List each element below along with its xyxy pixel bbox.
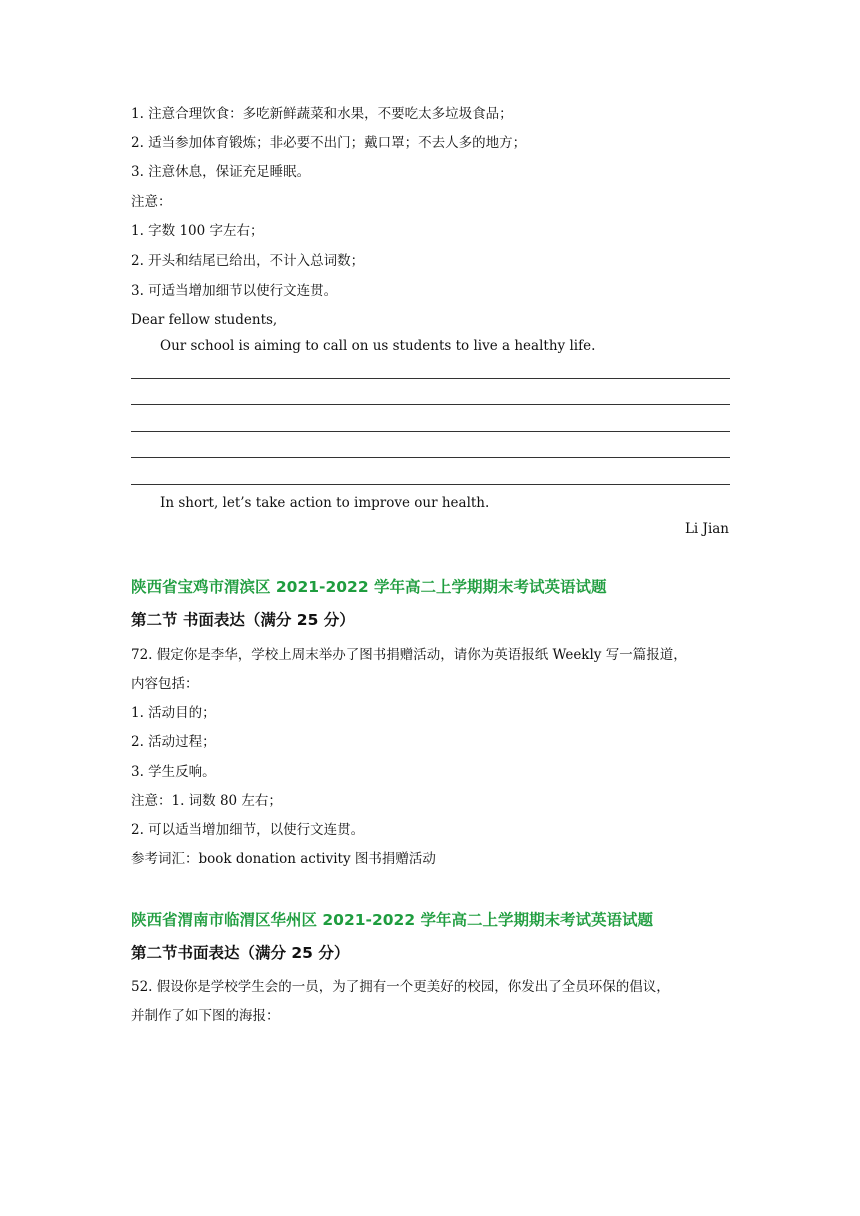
- question-prompt-line-1: 52. 假设你是学校学生会的一员，为了拥有一个更美好的校园，你发出了全员环保的倡议，: [131, 979, 670, 995]
- writing-line-2: [131, 404, 730, 405]
- section-heading: 第二节书面表达（满分 25 分）: [131, 944, 350, 962]
- letter-salutation: Dear fellow students,: [131, 312, 278, 328]
- question-prompt-line-1: 72. 假定你是李华，学校上周末举办了图书捐赠活动，请你为英语报纸 Weekly 写一篇报道，: [131, 647, 687, 663]
- requirement-item-2: 2. 适当参加体育锻炼；非必要不出门；戴口罩；不去人多的地方；: [131, 135, 527, 151]
- content-item-1: 1. 活动目的；: [131, 705, 216, 721]
- writing-line-3: [131, 431, 730, 432]
- question-prompt-line-2: 内容包括：: [131, 676, 199, 692]
- note-item-3: 3. 可适当增加细节以使行文连贯。: [131, 283, 338, 299]
- content-item-3: 3. 学生反响。: [131, 764, 216, 780]
- note-line-2: 2. 可以适当增加细节，以使行文连贯。: [131, 822, 365, 838]
- note-item-2: 2. 开头和结尾已给出，不计入总词数；: [131, 253, 365, 269]
- letter-signature: Li Jian: [684, 521, 729, 537]
- writing-line-1: [131, 378, 730, 379]
- writing-line-4: [131, 457, 730, 458]
- writing-line-5: [131, 484, 730, 485]
- content-item-2: 2. 活动过程；: [131, 734, 216, 750]
- exam-source-title: 陕西省宝鸡市渭滨区 2021-2022 学年高二上学期期末考试英语试题: [131, 578, 607, 596]
- section-heading: 第二节 书面表达（满分 25 分）: [131, 611, 355, 629]
- vocabulary-hint: 参考词汇：book donation activity 图书捐赠活动: [131, 851, 436, 867]
- letter-opening: Our school is aiming to call on us students to live a healthy life.: [160, 338, 596, 354]
- question-prompt-line-2: 并制作了如下图的海报：: [131, 1008, 280, 1024]
- note-item-1: 1. 字数 100 字左右；: [131, 223, 264, 239]
- requirement-item-1: 1. 注意合理饮食：多吃新鲜蔬菜和水果，不要吃太多垃圾食品；: [131, 106, 513, 122]
- letter-closing: In short, let’s take action to improve our health.: [160, 495, 490, 511]
- exam-source-title: 陕西省渭南市临渭区华州区 2021-2022 学年高二上学期期末考试英语试题: [131, 911, 654, 929]
- requirement-item-3: 3. 注意休息，保证充足睡眠。: [131, 164, 311, 180]
- note-line-1: 注意：1. 词数 80 左右；: [131, 793, 282, 809]
- notes-label: 注意：: [131, 194, 172, 210]
